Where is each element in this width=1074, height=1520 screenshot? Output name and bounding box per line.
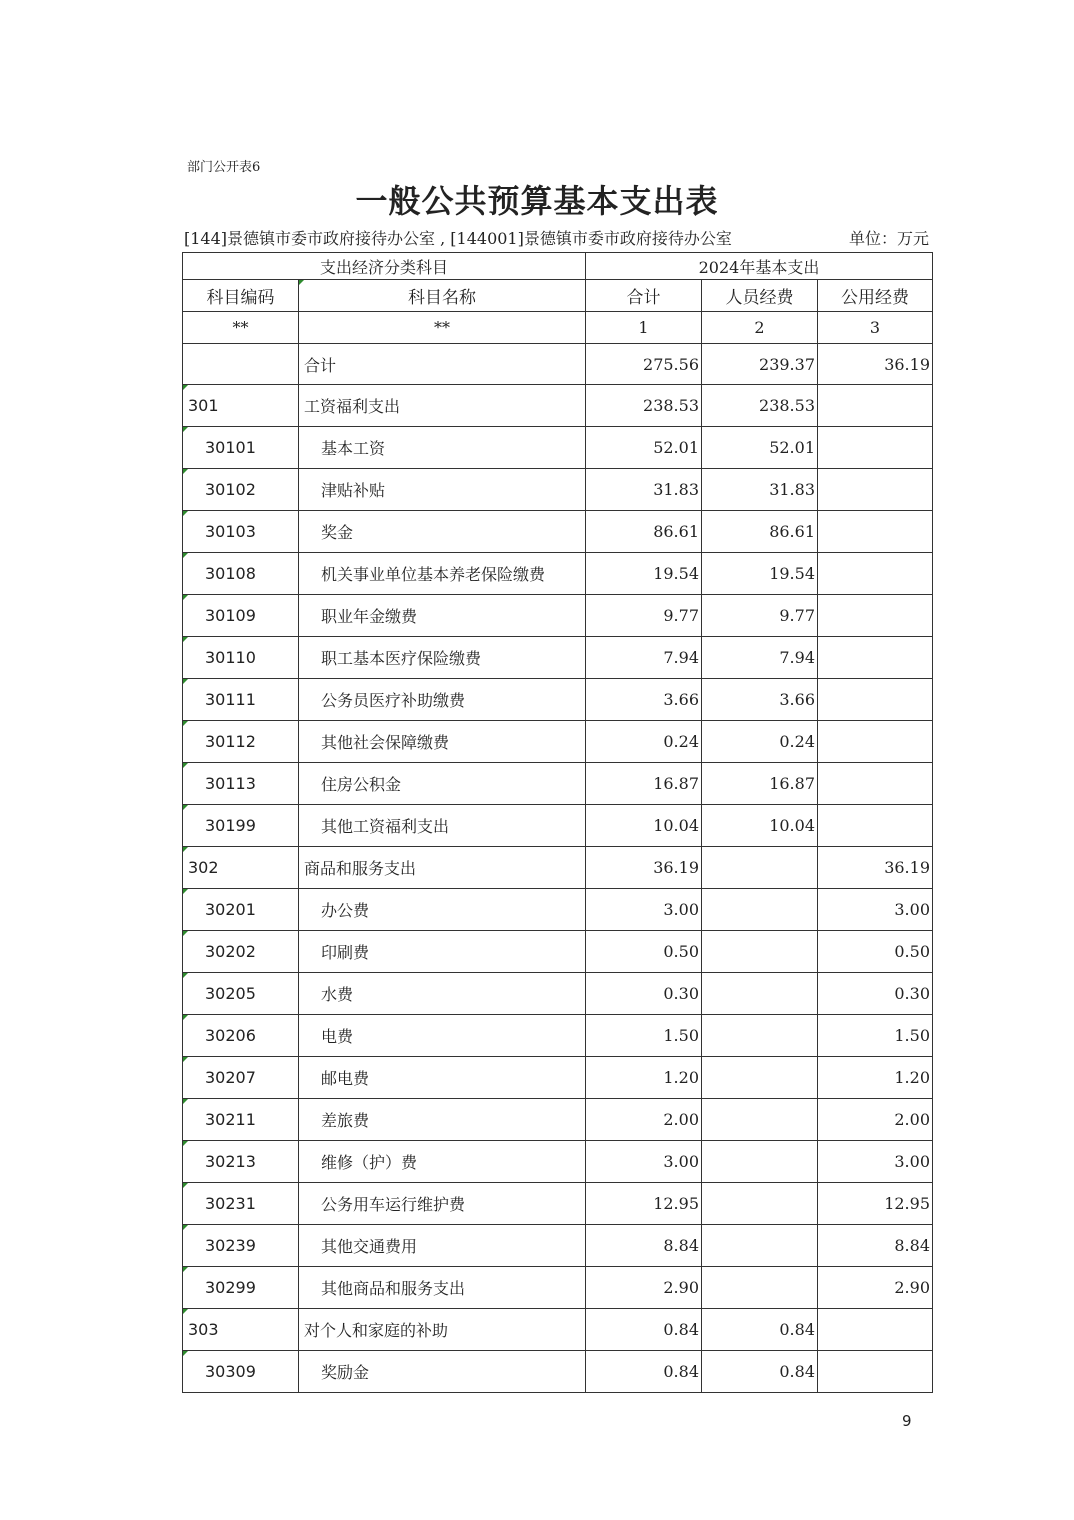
table-row bbox=[183, 721, 933, 763]
row-public: 2.90 bbox=[818, 1267, 933, 1309]
header-category: 支出经济分类科目 bbox=[183, 253, 586, 280]
row-personnel: 0.24 bbox=[702, 721, 818, 763]
row-public: 36.19 bbox=[818, 847, 933, 889]
row-name: 办公费 bbox=[299, 889, 586, 931]
column-header-personnel: 人员经费 bbox=[702, 280, 818, 312]
table-row bbox=[183, 1015, 933, 1057]
row-name: 商品和服务支出 bbox=[299, 847, 586, 889]
table-row bbox=[183, 553, 933, 595]
table-row bbox=[183, 1309, 933, 1351]
row-total: 19.54 bbox=[586, 553, 702, 595]
row-personnel bbox=[702, 1057, 818, 1099]
row-code: 30102 bbox=[183, 469, 299, 511]
row-public bbox=[818, 763, 933, 805]
table-row bbox=[183, 847, 933, 889]
row-public: 0.30 bbox=[818, 973, 933, 1015]
row-personnel: 16.87 bbox=[702, 763, 818, 805]
row-name: 公务用车运行维护费 bbox=[299, 1183, 586, 1225]
table-row bbox=[183, 679, 933, 721]
row-personnel: 0.84 bbox=[702, 1351, 818, 1393]
row-public bbox=[818, 1351, 933, 1393]
row-name: 邮电费 bbox=[299, 1057, 586, 1099]
table-row bbox=[183, 1183, 933, 1225]
row-public bbox=[818, 1309, 933, 1351]
row-name: 其他商品和服务支出 bbox=[299, 1267, 586, 1309]
form-label: 部门公开表6 bbox=[187, 160, 261, 175]
header-year-expenditure: 2024年基本支出 bbox=[586, 253, 933, 280]
row-code: 30231 bbox=[183, 1183, 299, 1225]
row-name: 基本工资 bbox=[299, 427, 586, 469]
table-row bbox=[183, 511, 933, 553]
row-total: 10.04 bbox=[586, 805, 702, 847]
row-name: 其他社会保障缴费 bbox=[299, 721, 586, 763]
row-total: 12.95 bbox=[586, 1183, 702, 1225]
row-code: 30206 bbox=[183, 1015, 299, 1057]
table-row bbox=[183, 469, 933, 511]
row-personnel bbox=[702, 973, 818, 1015]
row-public bbox=[818, 805, 933, 847]
row-total: 3.00 bbox=[586, 889, 702, 931]
row-public bbox=[818, 385, 933, 427]
row-personnel bbox=[702, 1141, 818, 1183]
row-name: 奖励金 bbox=[299, 1351, 586, 1393]
row-code: 30110 bbox=[183, 637, 299, 679]
row-total: 36.19 bbox=[586, 847, 702, 889]
table-row bbox=[183, 427, 933, 469]
row-personnel: 238.53 bbox=[702, 385, 818, 427]
row-public: 1.20 bbox=[818, 1057, 933, 1099]
unit-label: 单位：万元 bbox=[848, 229, 929, 248]
unit-name: [144]景德镇市委市政府接待办公室 , [144001]景德镇市委市政府接待办公室 bbox=[184, 229, 732, 248]
row-code: 302 bbox=[183, 847, 299, 889]
row-code: 30112 bbox=[183, 721, 299, 763]
row-code: 30207 bbox=[183, 1057, 299, 1099]
table-row bbox=[183, 637, 933, 679]
row-personnel bbox=[702, 1015, 818, 1057]
row-public: 12.95 bbox=[818, 1183, 933, 1225]
row-personnel bbox=[702, 889, 818, 931]
row-personnel: 19.54 bbox=[702, 553, 818, 595]
row-public: 3.00 bbox=[818, 889, 933, 931]
row-total: 0.30 bbox=[586, 973, 702, 1015]
row-total: 86.61 bbox=[586, 511, 702, 553]
row-name: 住房公积金 bbox=[299, 763, 586, 805]
row-code: 30199 bbox=[183, 805, 299, 847]
row-personnel bbox=[702, 1267, 818, 1309]
table-row bbox=[183, 1141, 933, 1183]
table-row bbox=[183, 805, 933, 847]
row-code: 30109 bbox=[183, 595, 299, 637]
row-name: 其他工资福利支出 bbox=[299, 805, 586, 847]
page-number: 9 bbox=[902, 1412, 912, 1430]
page-title: 一般公共预算基本支出表 bbox=[355, 182, 719, 220]
row-code: 30299 bbox=[183, 1267, 299, 1309]
row-code: 30205 bbox=[183, 973, 299, 1015]
header-row-group bbox=[183, 253, 933, 280]
table-row bbox=[183, 931, 933, 973]
row-public bbox=[818, 469, 933, 511]
row-code: 30309 bbox=[183, 1351, 299, 1393]
row-total: 7.94 bbox=[586, 637, 702, 679]
row-public bbox=[818, 553, 933, 595]
table-row bbox=[183, 973, 933, 1015]
row-name: 工资福利支出 bbox=[299, 385, 586, 427]
row-code: 30211 bbox=[183, 1099, 299, 1141]
row-name: 职业年金缴费 bbox=[299, 595, 586, 637]
row-code: 30213 bbox=[183, 1141, 299, 1183]
column-header-name: 科目名称 bbox=[299, 280, 586, 312]
table-row bbox=[183, 1225, 933, 1267]
row-public bbox=[818, 721, 933, 763]
column-header-public: 公用经费 bbox=[818, 280, 933, 312]
row-total: 3.66 bbox=[586, 679, 702, 721]
row-code: 30111 bbox=[183, 679, 299, 721]
row-total: 3.00 bbox=[586, 1141, 702, 1183]
total-total: 275.56 bbox=[586, 344, 702, 385]
row-public bbox=[818, 679, 933, 721]
row-name: 其他交通费用 bbox=[299, 1225, 586, 1267]
row-name: 电费 bbox=[299, 1015, 586, 1057]
row-code: 30101 bbox=[183, 427, 299, 469]
row-total: 0.84 bbox=[586, 1351, 702, 1393]
column-header-total: 合计 bbox=[586, 280, 702, 312]
row-total: 2.00 bbox=[586, 1099, 702, 1141]
row-total: 1.20 bbox=[586, 1057, 702, 1099]
row-public bbox=[818, 427, 933, 469]
table-row bbox=[183, 763, 933, 805]
row-personnel bbox=[702, 931, 818, 973]
row-public: 8.84 bbox=[818, 1225, 933, 1267]
column-header-code: 科目编码 bbox=[183, 280, 299, 312]
expenditure-table bbox=[182, 252, 933, 1393]
row-name: 机关事业单位基本养老保险缴费 bbox=[299, 553, 586, 595]
row-code: 30202 bbox=[183, 931, 299, 973]
row-name: 差旅费 bbox=[299, 1099, 586, 1141]
row-personnel: 52.01 bbox=[702, 427, 818, 469]
row-public: 3.00 bbox=[818, 1141, 933, 1183]
row-personnel: 0.84 bbox=[702, 1309, 818, 1351]
row-public: 1.50 bbox=[818, 1015, 933, 1057]
row-public: 0.50 bbox=[818, 931, 933, 973]
header-row-index bbox=[183, 312, 933, 344]
total-personnel: 239.37 bbox=[702, 344, 818, 385]
row-total: 8.84 bbox=[586, 1225, 702, 1267]
table-row bbox=[183, 1057, 933, 1099]
row-total: 0.84 bbox=[586, 1309, 702, 1351]
row-personnel bbox=[702, 847, 818, 889]
total-code-cell bbox=[183, 344, 299, 385]
table-row bbox=[183, 1267, 933, 1309]
row-total: 52.01 bbox=[586, 427, 702, 469]
table-row bbox=[183, 1099, 933, 1141]
row-name: 职工基本医疗保险缴费 bbox=[299, 637, 586, 679]
row-total: 2.90 bbox=[586, 1267, 702, 1309]
row-total: 9.77 bbox=[586, 595, 702, 637]
row-code: 30201 bbox=[183, 889, 299, 931]
row-code: 30108 bbox=[183, 553, 299, 595]
row-personnel bbox=[702, 1225, 818, 1267]
row-name: 对个人和家庭的补助 bbox=[299, 1309, 586, 1351]
row-personnel bbox=[702, 1183, 818, 1225]
row-total: 238.53 bbox=[586, 385, 702, 427]
row-code: 30113 bbox=[183, 763, 299, 805]
row-personnel: 31.83 bbox=[702, 469, 818, 511]
table-row bbox=[183, 889, 933, 931]
row-code: 30103 bbox=[183, 511, 299, 553]
total-public: 36.19 bbox=[818, 344, 933, 385]
header-row-columns bbox=[183, 280, 933, 312]
table-row bbox=[183, 595, 933, 637]
row-total: 0.50 bbox=[586, 931, 702, 973]
row-public bbox=[818, 637, 933, 679]
row-name: 津贴补贴 bbox=[299, 469, 586, 511]
row-code: 303 bbox=[183, 1309, 299, 1351]
total-label: 合计 bbox=[299, 344, 586, 385]
row-name: 公务员医疗补助缴费 bbox=[299, 679, 586, 721]
row-personnel: 3.66 bbox=[702, 679, 818, 721]
index-personnel: 2 bbox=[702, 312, 818, 344]
row-personnel: 10.04 bbox=[702, 805, 818, 847]
row-total: 16.87 bbox=[586, 763, 702, 805]
total-row bbox=[183, 344, 933, 385]
index-public: 3 bbox=[818, 312, 933, 344]
row-total: 31.83 bbox=[586, 469, 702, 511]
row-total: 1.50 bbox=[586, 1015, 702, 1057]
row-name: 水费 bbox=[299, 973, 586, 1015]
row-name: 印刷费 bbox=[299, 931, 586, 973]
row-personnel: 86.61 bbox=[702, 511, 818, 553]
row-public: 2.00 bbox=[818, 1099, 933, 1141]
index-total: 1 bbox=[586, 312, 702, 344]
row-code: 30239 bbox=[183, 1225, 299, 1267]
row-name: 维修（护）费 bbox=[299, 1141, 586, 1183]
row-personnel: 7.94 bbox=[702, 637, 818, 679]
row-name: 奖金 bbox=[299, 511, 586, 553]
index-code: ** bbox=[183, 312, 299, 344]
row-code: 301 bbox=[183, 385, 299, 427]
table-row bbox=[183, 1351, 933, 1393]
table-row bbox=[183, 385, 933, 427]
row-public bbox=[818, 595, 933, 637]
row-personnel bbox=[702, 1099, 818, 1141]
row-public bbox=[818, 511, 933, 553]
row-total: 0.24 bbox=[586, 721, 702, 763]
row-personnel: 9.77 bbox=[702, 595, 818, 637]
index-name: ** bbox=[299, 312, 586, 344]
